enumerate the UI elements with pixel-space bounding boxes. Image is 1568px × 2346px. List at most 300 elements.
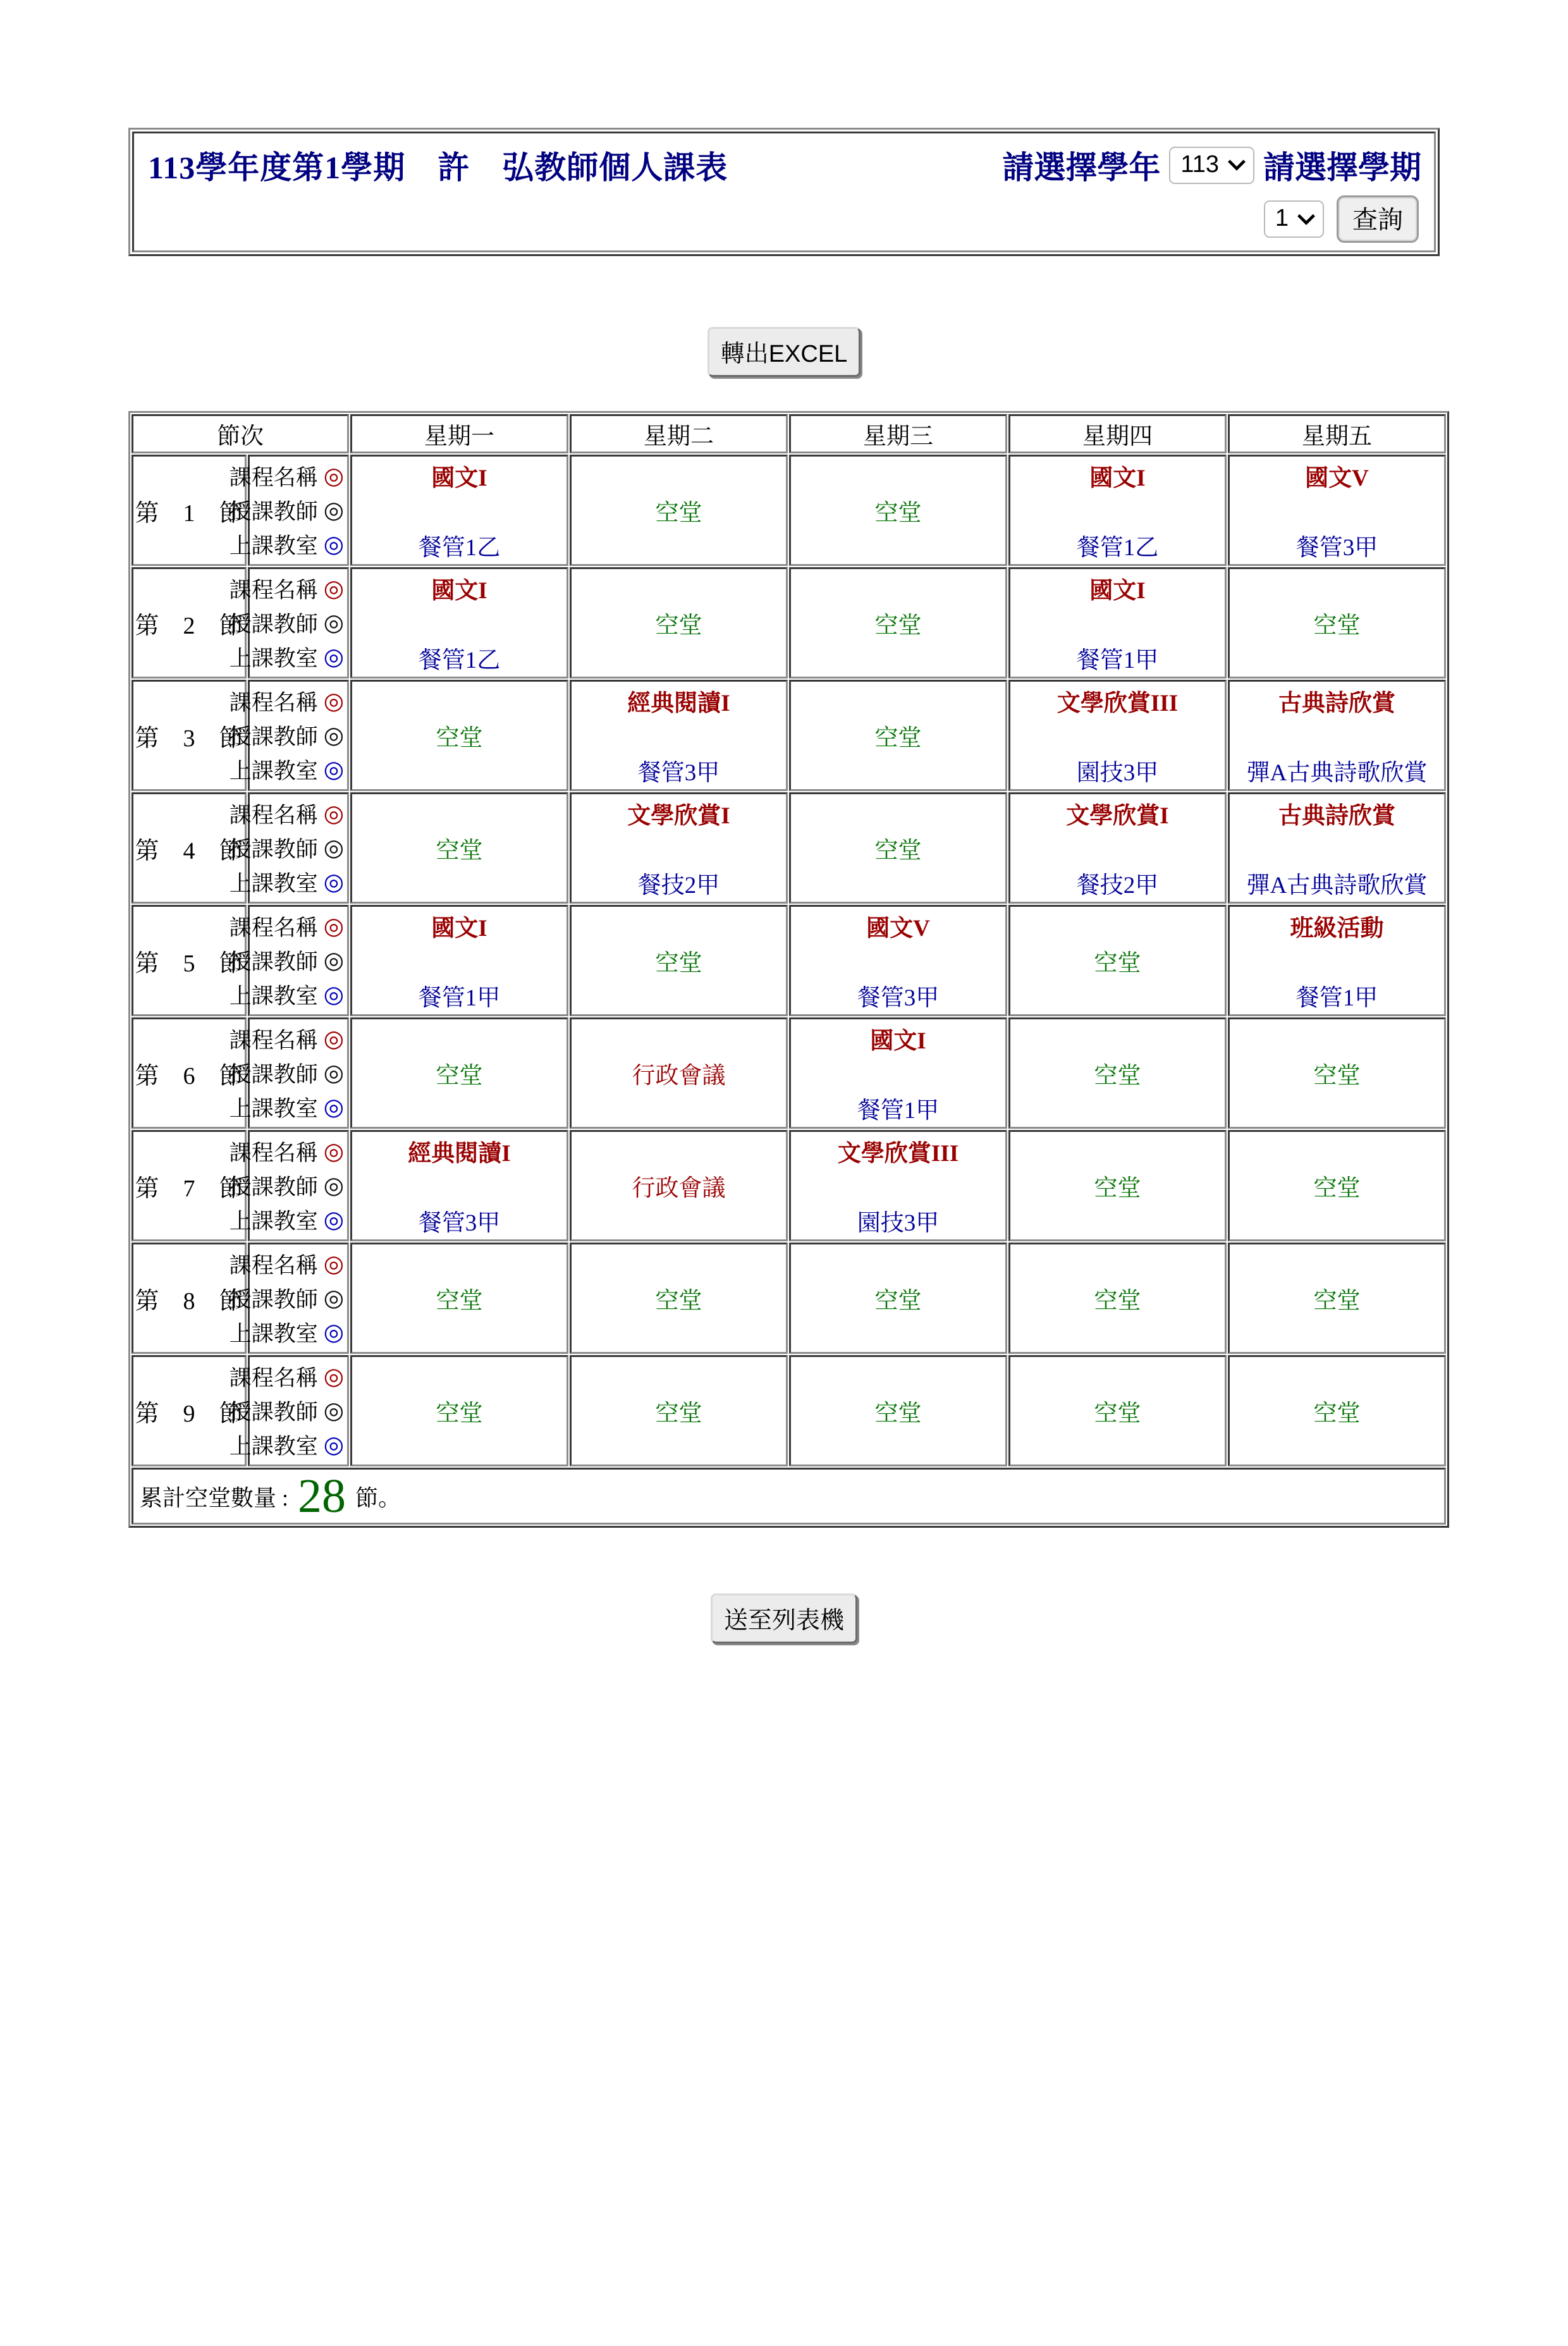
cell-center-text <box>1230 830 1443 865</box>
cell-center-text <box>1230 718 1443 752</box>
bullseye-icon: ◎ <box>323 869 344 895</box>
field-label-text: 授課教師 <box>229 725 318 749</box>
course-name <box>792 795 1005 830</box>
bullseye-icon: ◎ <box>323 1363 344 1390</box>
course-name: 國文I <box>1089 465 1146 491</box>
export-row <box>0 327 1568 377</box>
cell-content <box>353 908 566 1013</box>
classroom-name <box>572 641 785 675</box>
classroom-name <box>792 866 1005 900</box>
field-label <box>229 1394 346 1428</box>
timetable-cell <box>350 905 568 1016</box>
cell-center-text: 空堂 <box>1094 1062 1141 1089</box>
timetable-cell <box>570 567 788 679</box>
cell-content <box>572 1133 785 1238</box>
cell-center-text <box>1011 830 1224 865</box>
cell-center-text: 空堂 <box>436 1287 483 1314</box>
timetable-cell <box>1228 455 1446 566</box>
cell-content <box>572 1246 785 1351</box>
timetable-cell <box>1228 680 1446 791</box>
bullseye-icon: ◎ <box>323 835 344 861</box>
cell-content <box>792 1246 1005 1351</box>
cell-content <box>353 1246 566 1351</box>
bullseye-icon: ◎ <box>323 913 344 940</box>
cell-content <box>1230 1358 1443 1463</box>
timetable-row <box>132 1130 1446 1241</box>
course-name <box>353 1358 566 1393</box>
row-field-labels <box>229 1017 349 1129</box>
course-name <box>572 458 785 493</box>
cell-content <box>1230 570 1443 675</box>
timetable-cell <box>1228 792 1446 904</box>
summary-row <box>132 1468 1446 1525</box>
field-label <box>229 909 346 943</box>
field-label <box>229 865 346 899</box>
cell-center-text: 空堂 <box>1313 1062 1361 1089</box>
timetable-cell <box>350 567 568 679</box>
cell-content <box>572 683 785 788</box>
course-name: 班級活動 <box>1290 915 1384 942</box>
cell-center-text <box>353 943 566 978</box>
timetable-cell <box>789 1243 1007 1354</box>
cell-center-text: 空堂 <box>1313 1287 1361 1314</box>
bullseye-icon: ◎ <box>323 1285 344 1311</box>
timetable-cell <box>789 792 1007 904</box>
cell-content <box>1230 1246 1443 1351</box>
timetable-cell <box>350 1017 568 1129</box>
field-label <box>229 752 346 787</box>
period-label: 第 9 節 <box>132 1355 247 1466</box>
field-label <box>229 943 346 978</box>
cell-content <box>1011 795 1224 900</box>
classroom-name: 餐管1甲 <box>1076 648 1159 674</box>
classroom-name: 餐技2甲 <box>637 873 720 899</box>
cell-content <box>353 795 566 900</box>
timetable-row <box>132 905 1446 1016</box>
timetable-row <box>132 1355 1446 1466</box>
cell-content <box>1011 1133 1224 1238</box>
classroom-name <box>572 528 785 563</box>
classroom-name: 餐管3甲 <box>637 760 720 787</box>
course-name <box>1230 570 1443 605</box>
field-label-text: 課程名稱 <box>229 1141 318 1165</box>
timetable-cell <box>1008 1355 1227 1466</box>
classroom-name <box>792 753 1005 788</box>
cell-center-text: 空堂 <box>1313 612 1361 639</box>
cell-content <box>1011 458 1224 563</box>
cell-center-text: 空堂 <box>655 500 702 526</box>
timetable-cell <box>1008 905 1227 1016</box>
course-name: 文學欣賞I <box>627 802 730 829</box>
course-name <box>1011 1021 1224 1055</box>
field-label-text: 課程名稱 <box>229 803 318 828</box>
timetable-cell <box>350 455 568 566</box>
field-label <box>229 1360 346 1394</box>
field-label-text: 授課教師 <box>229 837 318 862</box>
timetable-cell <box>1008 1130 1227 1241</box>
timetable-cell <box>1228 567 1446 679</box>
day-header-thursday: 星期四 <box>1008 414 1227 453</box>
day-header-monday: 星期一 <box>350 414 568 453</box>
field-label-text: 授課教師 <box>229 1287 318 1312</box>
cell-content <box>792 1358 1005 1463</box>
cell-content <box>572 1021 785 1126</box>
timetable-cell <box>1008 1243 1227 1354</box>
cell-center-text: 空堂 <box>436 725 483 751</box>
year-select[interactable] <box>1169 147 1254 184</box>
period-label: 第 7 節 <box>132 1130 247 1241</box>
timetable <box>128 411 1449 1528</box>
course-name <box>1011 1246 1224 1280</box>
header-title-row <box>148 142 1421 188</box>
field-label-text: 課程名稱 <box>229 1253 318 1278</box>
header-panel <box>128 128 1440 256</box>
classroom-name <box>1011 978 1224 1013</box>
timetable-row <box>132 567 1446 679</box>
field-label <box>229 1169 346 1203</box>
cell-center-text: 空堂 <box>655 1287 702 1314</box>
bullseye-icon: ◎ <box>323 801 344 827</box>
chevron-down-icon <box>1228 153 1246 171</box>
timetable-cell <box>789 1017 1007 1129</box>
period-label: 第 3 節 <box>132 680 247 791</box>
timetable-header-row <box>132 414 1446 453</box>
classroom-name <box>353 753 566 788</box>
cell-center-text: 空堂 <box>874 725 922 751</box>
field-label-text: 上課教室 <box>229 1096 318 1121</box>
field-label-text: 授課教師 <box>229 1175 318 1200</box>
cell-center-text <box>353 1168 566 1203</box>
classroom-name <box>1230 1428 1443 1463</box>
timetable-cell <box>570 792 788 904</box>
period-label: 第 5 節 <box>132 905 247 1016</box>
timetable-footer <box>132 1468 1446 1525</box>
bullseye-icon: ◎ <box>323 1094 344 1121</box>
cell-content <box>792 908 1005 1013</box>
timetable-row <box>132 1243 1446 1354</box>
timetable-row <box>132 680 1446 791</box>
classroom-name: 餐管3甲 <box>857 985 940 1012</box>
summary-cell <box>132 1468 1446 1525</box>
field-label-text: 授課教師 <box>229 1400 318 1425</box>
cell-center-text <box>1011 493 1224 527</box>
cell-center-text <box>1011 718 1224 752</box>
classroom-name <box>792 1316 1005 1351</box>
cell-content <box>792 1021 1005 1126</box>
period-label: 第 8 節 <box>132 1243 247 1354</box>
field-label-text: 授課教師 <box>229 500 318 524</box>
course-name <box>572 1133 785 1168</box>
bullseye-icon: ◎ <box>323 981 344 1008</box>
timetable-cell <box>570 1243 788 1354</box>
cell-content <box>792 458 1005 563</box>
classroom-name <box>792 1428 1005 1463</box>
field-label <box>229 1022 346 1056</box>
course-name <box>1011 1358 1224 1393</box>
term-select-value: 1 <box>1275 205 1289 231</box>
course-name <box>572 1246 785 1280</box>
row-field-labels <box>229 455 349 566</box>
cell-center-text <box>572 830 785 865</box>
classroom-name <box>1011 1316 1224 1351</box>
bullseye-icon: ◎ <box>323 722 344 749</box>
bullseye-icon: ◎ <box>323 756 344 783</box>
course-name <box>792 1358 1005 1393</box>
year-select-value: 113 <box>1180 150 1219 178</box>
cell-content <box>572 1358 785 1463</box>
cell-content <box>1230 683 1443 788</box>
row-field-labels <box>229 1243 349 1354</box>
cell-center-text <box>572 718 785 752</box>
classroom-name: 彈A古典詩歌欣賞 <box>1246 760 1428 787</box>
classroom-name <box>572 978 785 1013</box>
classroom-name <box>572 1091 785 1126</box>
cell-content <box>1230 458 1443 563</box>
timetable-cell <box>350 1243 568 1354</box>
classroom-name: 餐管1乙 <box>1076 535 1159 562</box>
cell-content <box>792 1133 1005 1238</box>
course-name <box>572 908 785 943</box>
timetable-cell <box>570 680 788 791</box>
field-label-text: 上課教室 <box>229 871 318 896</box>
classroom-name <box>353 1428 566 1463</box>
cell-content <box>353 1021 566 1126</box>
timetable-cell <box>570 455 788 566</box>
timetable-body <box>132 455 1446 1466</box>
classroom-name <box>572 1203 785 1238</box>
classroom-name: 餐管1甲 <box>1295 985 1378 1012</box>
field-label <box>229 527 346 562</box>
field-label-text: 上課教室 <box>229 1434 318 1459</box>
classroom-name <box>572 1428 785 1463</box>
course-name: 古典詩欣賞 <box>1278 802 1395 829</box>
timetable-cell <box>1008 455 1227 566</box>
field-label <box>229 1056 346 1090</box>
classroom-name: 餐技2甲 <box>1076 873 1159 899</box>
cell-center-text: 行政會議 <box>632 1175 726 1201</box>
field-label-text: 課程名稱 <box>229 578 318 603</box>
timetable-cell <box>789 1355 1007 1466</box>
classroom-name <box>1230 1316 1443 1351</box>
cell-content <box>1230 1021 1443 1126</box>
course-name <box>1011 908 1224 943</box>
course-name <box>792 1246 1005 1280</box>
timetable-cell <box>570 1355 788 1466</box>
field-label <box>229 606 346 640</box>
row-field-labels <box>229 905 349 1016</box>
course-name <box>792 570 1005 605</box>
row-field-labels <box>229 680 349 791</box>
course-name: 國文I <box>431 577 487 604</box>
cell-content <box>572 458 785 563</box>
bullseye-icon: ◎ <box>323 1251 344 1277</box>
cell-center-text: 空堂 <box>1094 1287 1141 1314</box>
cell-content <box>353 570 566 675</box>
bullseye-icon: ◎ <box>323 1432 344 1458</box>
cell-center-text <box>792 1168 1005 1203</box>
timetable-cell <box>1228 1243 1446 1354</box>
classroom-name <box>353 1091 566 1126</box>
cell-content <box>353 683 566 788</box>
query-button[interactable]: 查詢 <box>1337 195 1419 243</box>
classroom-name: 餐管3甲 <box>418 1210 501 1237</box>
course-name <box>572 570 785 605</box>
field-label-text: 授課教師 <box>229 1062 318 1087</box>
field-label-text: 課程名稱 <box>229 465 318 490</box>
classroom-name: 園技3甲 <box>1076 760 1159 787</box>
cell-content <box>353 458 566 563</box>
field-label-text: 上課教室 <box>229 646 318 671</box>
course-name <box>792 683 1005 718</box>
course-name: 國文I <box>431 465 487 491</box>
cell-center-text: 空堂 <box>436 1062 483 1089</box>
header-panel-inner <box>132 132 1436 252</box>
classroom-name: 彈A古典詩歌欣賞 <box>1246 873 1428 899</box>
cell-center-text <box>353 605 566 640</box>
term-select[interactable] <box>1264 200 1324 238</box>
cell-content <box>792 795 1005 900</box>
field-label-text: 課程名稱 <box>229 1028 318 1053</box>
summary-wrap <box>140 1469 1438 1523</box>
export-excel-button[interactable]: 轉出EXCEL <box>707 327 861 377</box>
field-label-text: 上課教室 <box>229 984 318 1009</box>
field-label-text: 課程名稱 <box>229 1366 318 1391</box>
field-label <box>229 1203 346 1237</box>
classroom-name <box>353 866 566 900</box>
cell-center-text: 空堂 <box>1313 1400 1361 1427</box>
timetable-cell <box>789 1130 1007 1241</box>
cell-content <box>1011 1246 1224 1351</box>
classroom-name <box>1230 641 1443 675</box>
bullseye-icon: ◎ <box>323 497 344 524</box>
period-label: 第 4 節 <box>132 792 247 904</box>
course-name <box>1230 1021 1443 1055</box>
field-label-text: 上課教室 <box>229 534 318 558</box>
field-label <box>229 1090 346 1124</box>
course-name: 國文V <box>1305 465 1369 491</box>
field-label <box>229 831 346 865</box>
day-header-friday: 星期五 <box>1228 414 1446 453</box>
field-label-text: 上課教室 <box>229 1209 318 1234</box>
cell-center-text: 空堂 <box>1094 1400 1141 1427</box>
course-name: 國文I <box>1089 577 1146 604</box>
field-label <box>229 797 346 831</box>
bullseye-icon: ◎ <box>323 1207 344 1233</box>
course-name <box>792 458 1005 493</box>
classroom-name <box>792 528 1005 563</box>
cell-content <box>1011 570 1224 675</box>
timetable-row <box>132 455 1446 566</box>
timetable-cell <box>1228 1130 1446 1241</box>
cell-center-text <box>1230 493 1443 527</box>
select-year-label: 請選擇學年 <box>1002 150 1161 185</box>
course-name: 國文I <box>870 1028 926 1054</box>
timetable-cell <box>1228 1017 1446 1129</box>
row-field-labels <box>229 792 349 904</box>
timetable-cell <box>570 1017 788 1129</box>
field-label-text: 授課教師 <box>229 950 318 974</box>
timetable-cell <box>1228 905 1446 1016</box>
timetable-cell <box>570 1130 788 1241</box>
bullseye-icon: ◎ <box>323 1172 344 1199</box>
field-label-text: 上課教室 <box>229 1322 318 1346</box>
cell-center-text <box>792 943 1005 978</box>
field-label-text: 課程名稱 <box>229 916 318 940</box>
timetable-cell <box>350 680 568 791</box>
row-field-labels <box>229 567 349 679</box>
cell-center-text: 空堂 <box>436 1400 483 1427</box>
print-row <box>0 1594 1568 1643</box>
cell-center-text: 空堂 <box>874 612 922 639</box>
cell-center-text: 空堂 <box>655 950 702 976</box>
field-label-text: 上課教室 <box>229 759 318 783</box>
cell-content <box>572 908 785 1013</box>
field-label <box>229 572 346 606</box>
row-field-labels <box>229 1130 349 1241</box>
course-name <box>572 1358 785 1393</box>
cell-center-text: 空堂 <box>874 837 922 864</box>
field-label <box>229 1134 346 1169</box>
timetable-cell <box>350 1130 568 1241</box>
course-name: 文學欣賞I <box>1066 802 1169 829</box>
classroom-name <box>572 1316 785 1351</box>
send-to-printer-button[interactable]: 送至列表機 <box>711 1594 857 1643</box>
field-label <box>229 640 346 674</box>
classroom-name: 餐管1甲 <box>857 1098 940 1124</box>
cell-content <box>572 795 785 900</box>
page-title: 113學年度第1學期 許 弘教師個人課表 <box>148 150 728 185</box>
timetable-cell <box>1008 792 1227 904</box>
field-label <box>229 1428 346 1462</box>
cell-content <box>1230 795 1443 900</box>
timetable-row <box>132 792 1446 904</box>
cell-content <box>1011 1358 1224 1463</box>
course-name: 文學欣賞III <box>837 1140 959 1167</box>
bullseye-icon: ◎ <box>323 1397 344 1424</box>
bullseye-icon: ◎ <box>323 947 344 974</box>
timetable-cell <box>789 680 1007 791</box>
corner-header: 節次 <box>132 414 349 453</box>
course-name <box>1011 1133 1224 1168</box>
timetable-cell <box>350 1355 568 1466</box>
cell-center-text <box>792 1055 1005 1090</box>
cell-center-text: 空堂 <box>874 1400 922 1427</box>
cell-content <box>1011 908 1224 1013</box>
cell-center-text: 空堂 <box>655 1400 702 1427</box>
classroom-name: 餐管1甲 <box>418 985 501 1012</box>
timetable-cell <box>1008 567 1227 679</box>
bullseye-icon: ◎ <box>323 1060 344 1086</box>
course-name <box>1230 1246 1443 1280</box>
row-field-labels <box>229 1355 349 1466</box>
course-name <box>1230 1133 1443 1168</box>
cell-content <box>1011 1021 1224 1126</box>
summary-prefix: 累計空堂數量 : <box>140 1485 295 1511</box>
classroom-name <box>792 641 1005 675</box>
bullseye-icon: ◎ <box>323 644 344 670</box>
cell-content <box>572 570 785 675</box>
field-label <box>229 978 346 1012</box>
cell-center-text: 空堂 <box>436 837 483 864</box>
field-label-text: 授課教師 <box>229 612 318 637</box>
classroom-name <box>1230 1091 1443 1126</box>
period-label: 第 2 節 <box>132 567 247 679</box>
course-name: 國文V <box>866 915 930 942</box>
summary-suffix: 節。 <box>350 1485 401 1511</box>
classroom-name <box>1230 1203 1443 1238</box>
day-header-wednesday: 星期三 <box>789 414 1007 453</box>
period-label: 第 6 節 <box>132 1017 247 1129</box>
